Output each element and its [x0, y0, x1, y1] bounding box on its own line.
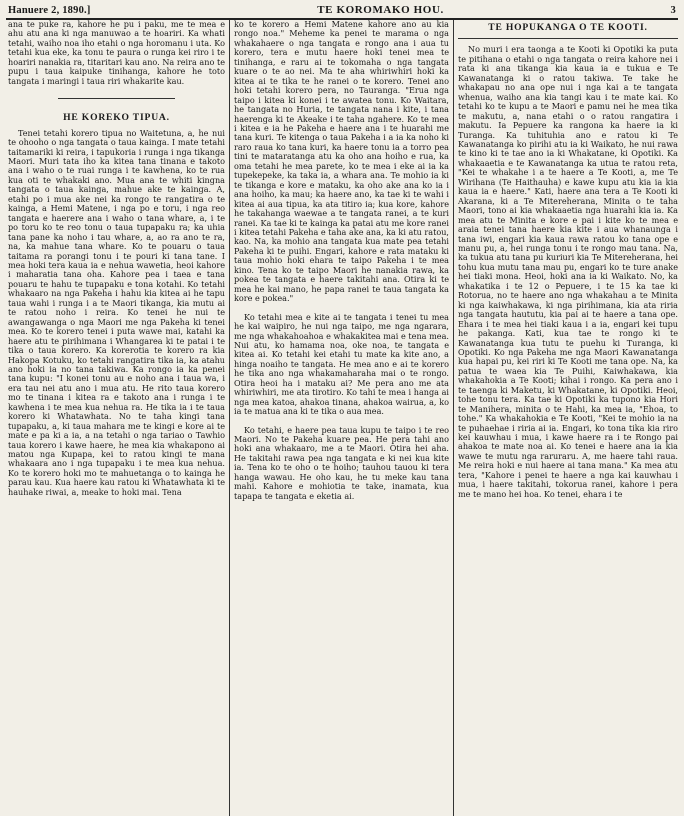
heading-underline: [458, 38, 678, 39]
article-columns: [6, 20, 678, 816]
page-number: 3: [670, 5, 676, 16]
masthead: [6, 4, 678, 20]
article-heading-koreko-tipua: HE KOREKO TIPUA.: [63, 112, 170, 124]
article-paragraph: Ko tetahi mea e kite ai te tangata i tenei tu mea he kai waipiro, he nui nga taipo, me nga ngarara, me nga whakahoahoa e whakakitea mai e tena mea. Nui atu, ko hamama noa, oke noa, te tangata e kitea ai. Ko tetahi kei etahi tu mate ka kite ano, a hinga noaiho te tangata. He mea ano e ai te korero he tika ano nga whakamaharaha mai o te rongo. Otira heoi ha i mataku ai? Me pera ano me ata whiriwhiri, me ata tirotiro. Ko tahi te mea i hanga ai nga mea katoa, ahakoa tinana, ahakoa wairua, a, ko ia te matua ana ki te tika o aua mea.: [234, 311, 449, 417]
article-paragraph: No muri i era taonga a te Kooti ki Opotiki ka puta te pitihana o etahi o nga tangata o reira kahore nei i rata ki ana tikanga kia kaua ia e tukua e Te Kawanatanga ki o ratou takiwa. Te take he whakapau no ana ope nui i nga kai a te tangata whenua, waiho ana kia tangi kau i te mate kai. Ko tetahi ko te kupu a te Maori e pamu nei he mea tika te makutu, a, nana etahi o o ratou rangatira i makutu. Ia Pepuere ka rangona ka haere ia ki Turanga. Ka tuhituhia ano e ratou ki Te Kawanatanga ko pirihi atu ia ki Waikato, he nui rawa te kino ki te tae ano ia ki Whakatane, ki Opotiki. Ka whakaaetia e te Kawanatanga ka utua te ratou reta, "Kei te whakahe i a te haere a Te Kooti, a, me Te Wirihana (Te Haithauha) e kawe kupu atu kia ia kia kaua ia e haere." Kati, haere ana tera a Te Kooti ki Akarana, ki a Te Mitereherana, Minita o te taha Maori, tono ai kia whakaaetia nga huarahi kia ia. Ka mea atu te Minita e kore e pai i kite ko te mea e araia tenei tana haere kia kite i aua whanaunga i tana iwi, engari kia kaua rawa ratou ko tana ope e manu pu, a, hei runga tonu i te rongo mau tana. Na, ka tukua atu tana pu kuriuri kia Te Mitereherana, hei tohu kua mutu tana mau pu, engari ko te ture anake hei tiaki mona. Heoi, hoki ana ia ki Waikato. No, ka whakatika i te 12 o Pepuere, i te 15 ka tae ki Rotorua, no te haere ano nga whakahau a te Minita ki nga kaiwhakawa, ki nga pirihimana, kia ata riria nga tangata haututu, kia pai ai te haere a tana ope. Ehara i te mea hei tiaki kaua i a ia, engari kei tupu he pakanga. Kati, kua tae te rongo ki te Kawanatanga kua tutu te puehu ki Turanga, ki Opotiki. Ko nga Pakeha me nga Maori Kawanatanga kua hapai pu, kei riri ki Te Kooti me tana ope. Na, ka patua te waea kia Te Puihi, Kaiwhakawa, kia whakahokia a Te Kooti; kihai i rongo. Ka pera ano i te taenga ki Maketu, ki Whakatane, ki Opotiki. Heoi, tohe tonu tera. Ka tae ki Opotiki ka tupono kia Hori te Manihera, minita o te Hahi, ka mea ia, "Ehoa, to tohe." Ka whakahokia e Te Kooti, "Kei te mohio ia na te puhaehae i riria ai ia. Engari, ko tona tika kia riro kei kauwhau i mua, i kawe haere ra i te Rongo pai ahakoa te mate noa ai. Ko tenei e haere ana ia kia wawe te mutu nga raruraru. A, me haere tahi raua. Me reira hoki e nui haere ai tana mana." Ka mea atu tera, "Kahore i penei te haere a nga kai kauwhau i mua, i haere takitahi, tokorua ranei, kahore i pera me te mano hei hoa. Ko tenei, ehara i te: [458, 44, 678, 499]
article-paragraph: Tenei tetahi korero tipua no Waitetuna, a, he nui te ohooho o nga tangata o taua kainga. I mate tetahi taitamariki ki reira, i tapukoria i runga i nga tikanga Maori. Muri tata iho ka kitea tana tinana e takoto ana i waho o te ruai runga i te kawhena, ko te rua kua oti te whakaki ano. Mua ana te whiti kingna tangata o taua kainga, mahue ake te kainga. A, etahi po i mua ake nei ka rongo te rangatira o te kainga, a Hemi Matene, i nga po e toru, i nga reo tangata e haerere ana i waho o tana whare, a, i te po toru ko te reo tonu o taua tupapaku ra; ka uhia tana pane ka noho i tau whare, a, ao ra ano te ra, na, ka mahue tana whare. Ko te pouaru o taua taitama ra porangi tonu i te pouri ki tana tane. I mea hoki tera kaua ia e nehua wawetia, heoi kahore i maharatia tana oha. Kahore pea i taea e tana pouaru te hahu te tupapaku e tona kotahi. Ko tetahi whakaaro na nga Pakeha i hahu kia kitea ai he tapu taua wahi i runga i a te Maori tikanga, kia mutu ai te ratou noho i reira. Ko tenei he nui te awangawanga o nga Maori me nga Pakeha ki tenei mea. Ko te korero tenei i puta wawe mai, katahi ka haere atu te pirihimana i Whangarea ki te patai i te tika o taua korero. Ka korerotia te korero ra kia Hakopa Kotuku, ko tetahi rangatira tika ia, ka atahu ano hoki ia no tana takiwa. Ka rongo ia ka penei tana kupu: "I konei tonu au e noho ana i taua wa, i era tau nei atu ano i mua atu. He rito taua korero mo te tinana i kitea ra e takoto ana i runga i te kawhena i te mea kua nehua ra. He tika ia i te taua korero ki Whatawhata. No te taha kingi tana tupapaku, a, ki taua mahara me te kingi e kore ai te mate e pa ki a ia, a na tetahi o nga tariao o Tawhio taua korero i kawe haere, he mea kia whakapono ai matou nga Kupapa, kei to ratou kingi te mana whakaara ano i nga tupapaku i te mea kua nehua. Ko te korero hoki mo te mahuetanga o to kainga he parau kau. Kua haere kau ratou ki Whatawhata ki te hauhake riwai, a, meake to hoki mai. Tena: [8, 127, 225, 497]
section-divider: [58, 98, 175, 99]
newspaper-title: TE KOROMAKO HOU.: [317, 4, 444, 16]
column-3: [454, 20, 678, 816]
issue-date: Hanuere 2, 1890.]: [8, 5, 91, 16]
article-paragraph: ko te korero a Hemi Matene kahore ano au kia rongo noa." Meheme ka penei te marama o nga whakahaere o nga tangata e rongo ana i aua tu korero, tera e mutu haere hoki tenei mea te tinihanga, e raru ai te tokomaha o nga tangata kuare o te ao nei. Ma te aha whiriwhiri hoki ka kitea ai te tika te he ranei o te korero. Tenei ano hoki tetahi korero pera, no Tauranga. "Erua nga taipo i kitea ki konei i te awatea tonu. Ko Waitara, he tangata no Huria, te tangata nana i kite, i tana haerenga ki te Akeake i te taha ngahere. Ko te mea i kitea e ia he Pakeha e haere ana i te huarahi me tana kuri. Te kitenga o taua Pakeha i a ia ka noho ki raro raua ko tana kuri, ka haere tonu ia a torro pea tini te mataratanga atu ka oho ana hoiho e rua, ka oma tetahi he mea parete, ko te mea i eke ai ia ka tupekepeke, ka taka ia, a whara ana. Te mohio ia ki te tikanga e kore e mataku, ka oho ake ana ko ia i ana hoiho, ka mau; ka haere ano, ka tae ki te wahi i kitea ai aua tipua, ka ata titiro ia; kua kore, kahore he takahanga waewae a te tangata ranei, a te kuri ranei. Ka tae ki te kainga ka patai atu me kore ranei i kitea tetahi Pakeha e taha ake ana, ka ki atu ratou, kao. Na, ka mohio ana tangata kua mate pea tetahi Pakeha ki te puihi. Engari, kahore e rata mataku ki taua mohio hoki ehara te taipo Pakeha i te mea kino. Tena ko te taipo Maori he nanakia rawa, ka pokea te tangata e haere takitahi ana. Otira ki te mea he kai mano, he papa ranei te taua tangata ka kore e pokea.": [234, 20, 449, 304]
column-2: [230, 20, 454, 816]
article-paragraph: Ko tetahi, e haere pea taua kupu te taipo i te reo Maori. No te Pakeha kuare pea. He pera tahi ano hoki ana whakaaro, me a te Maori. Otira hei aha. He takitahi rawa pea nga tangata e ki nei kua kite ia. Tena ko te oho o te hoiho; tauhou tauou ki tera hanga wawau. He oho kau, he tu meke kau tana mahi. Kahore e mohiotia te take, inamata, kua tapapa te tangata e eketia ai.: [234, 424, 449, 501]
column-1: [6, 20, 230, 816]
article-heading-hopukanga: TE HOPUKANGA O TE KOOTI.: [488, 22, 648, 33]
article-continuation: ana te puke ra, kahore he pu i paku, me te mea e ahu atu ana ki nga manuwao a te hoariri. Ka whati tetahi, waiho noa iho etahi o nga horomanu i uta. Ko tetahi kua eke, ka tonu te paura o runga kei riro i te hoariri nanakia ra, titaritari kau ano. Na reira ano te pupu i taua kaipuke tinihanga, kahore he toto tangata i maringi i taua riri whakarite kau.: [8, 20, 225, 86]
